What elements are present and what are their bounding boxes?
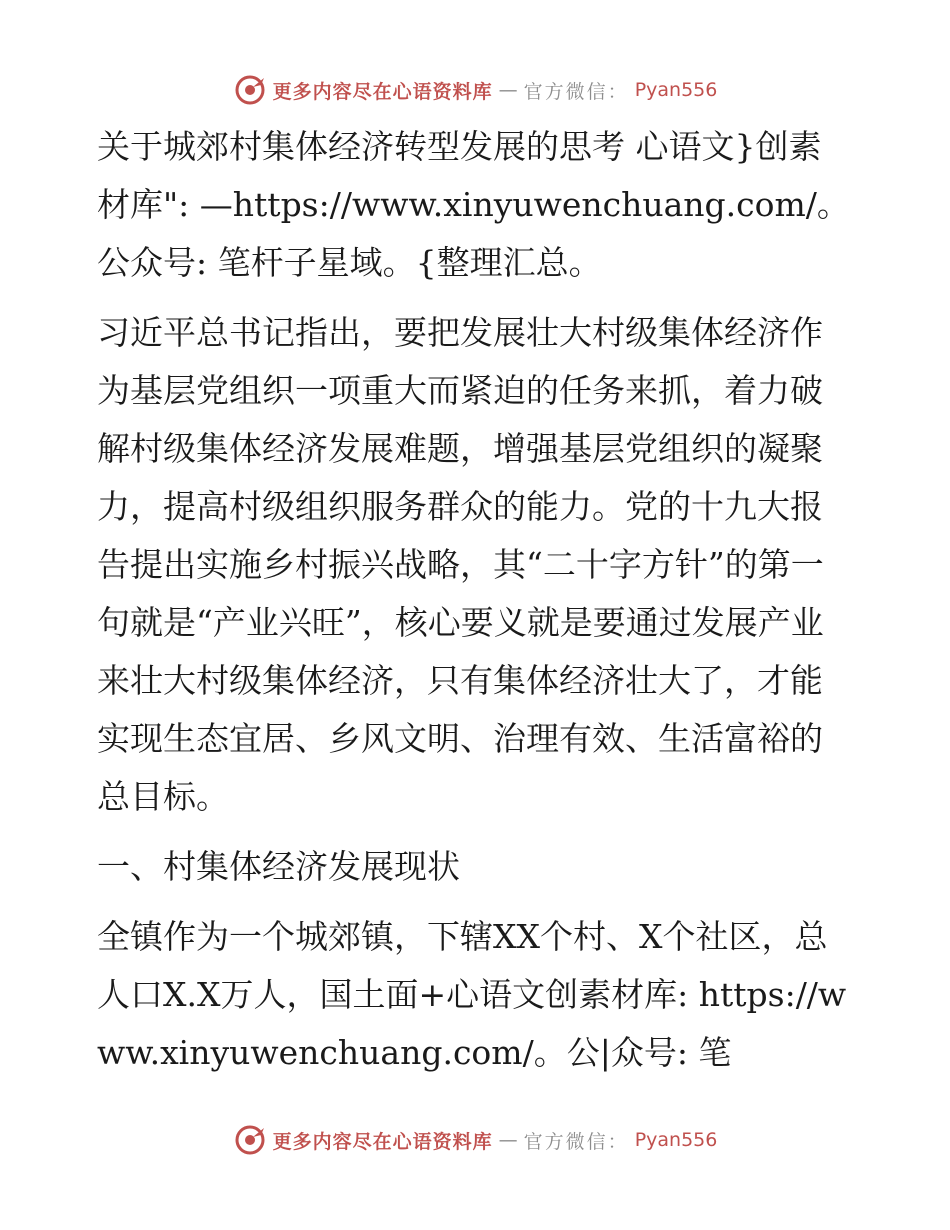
document-body [97,118,853,1094]
header-wechat-label: 官方微信： [523,80,629,103]
footer-wechat-id: Pyan556 [634,1129,718,1151]
body-paragraph: 习近平总书记指出，要把发展壮大村级集体经济作为基层党组织一项重大而紧迫的任务来抓，着力破解村级集体经济发展难题，增强基层党组织的凝聚力，提高村级组织服务群众的能力。党的十九大报告提出实施乡村振兴战略，其“二十字方针”的第一句就是“产业兴旺”，核心要义就是要通过发展产业来壮大村级集体经济，只有集体经济壮大了，才能实现生态宜居、乡风文明、治理有效、生活富裕的总目标。 [97,313,824,816]
footer-banner-text: 更多内容尽在心语资料库 [272,1130,493,1153]
header-watermark-banner [0,70,950,110]
header-wechat-id: Pyan556 [634,79,718,101]
logo-icon [233,1123,267,1157]
header-banner-text: 更多内容尽在心语资料库 [272,80,493,103]
footer-watermark-banner [0,1120,950,1160]
footer-wechat-label: 官方微信： [523,1130,629,1153]
footer-banner-separator: — [498,1129,518,1151]
header-banner-separator: — [498,79,518,101]
logo-icon [233,73,267,107]
section-heading: 一、村集体经济发展现状 [97,847,460,886]
body-paragraph: 全镇作为一个城郊镇，下辖XX个村、X个社区，总人口X.X万人，国土面+心语文创素材库: https://www.xinyuwenchuang.com/。公|众号: 笔 [97,917,847,1072]
document-title-paragraph: 关于城郊村集体经济转型发展的思考 心语文}创素材库": —https://www.xinyuwenchuang.com/。公众号: 笔杆子星域。{整理汇总。 [97,127,850,282]
